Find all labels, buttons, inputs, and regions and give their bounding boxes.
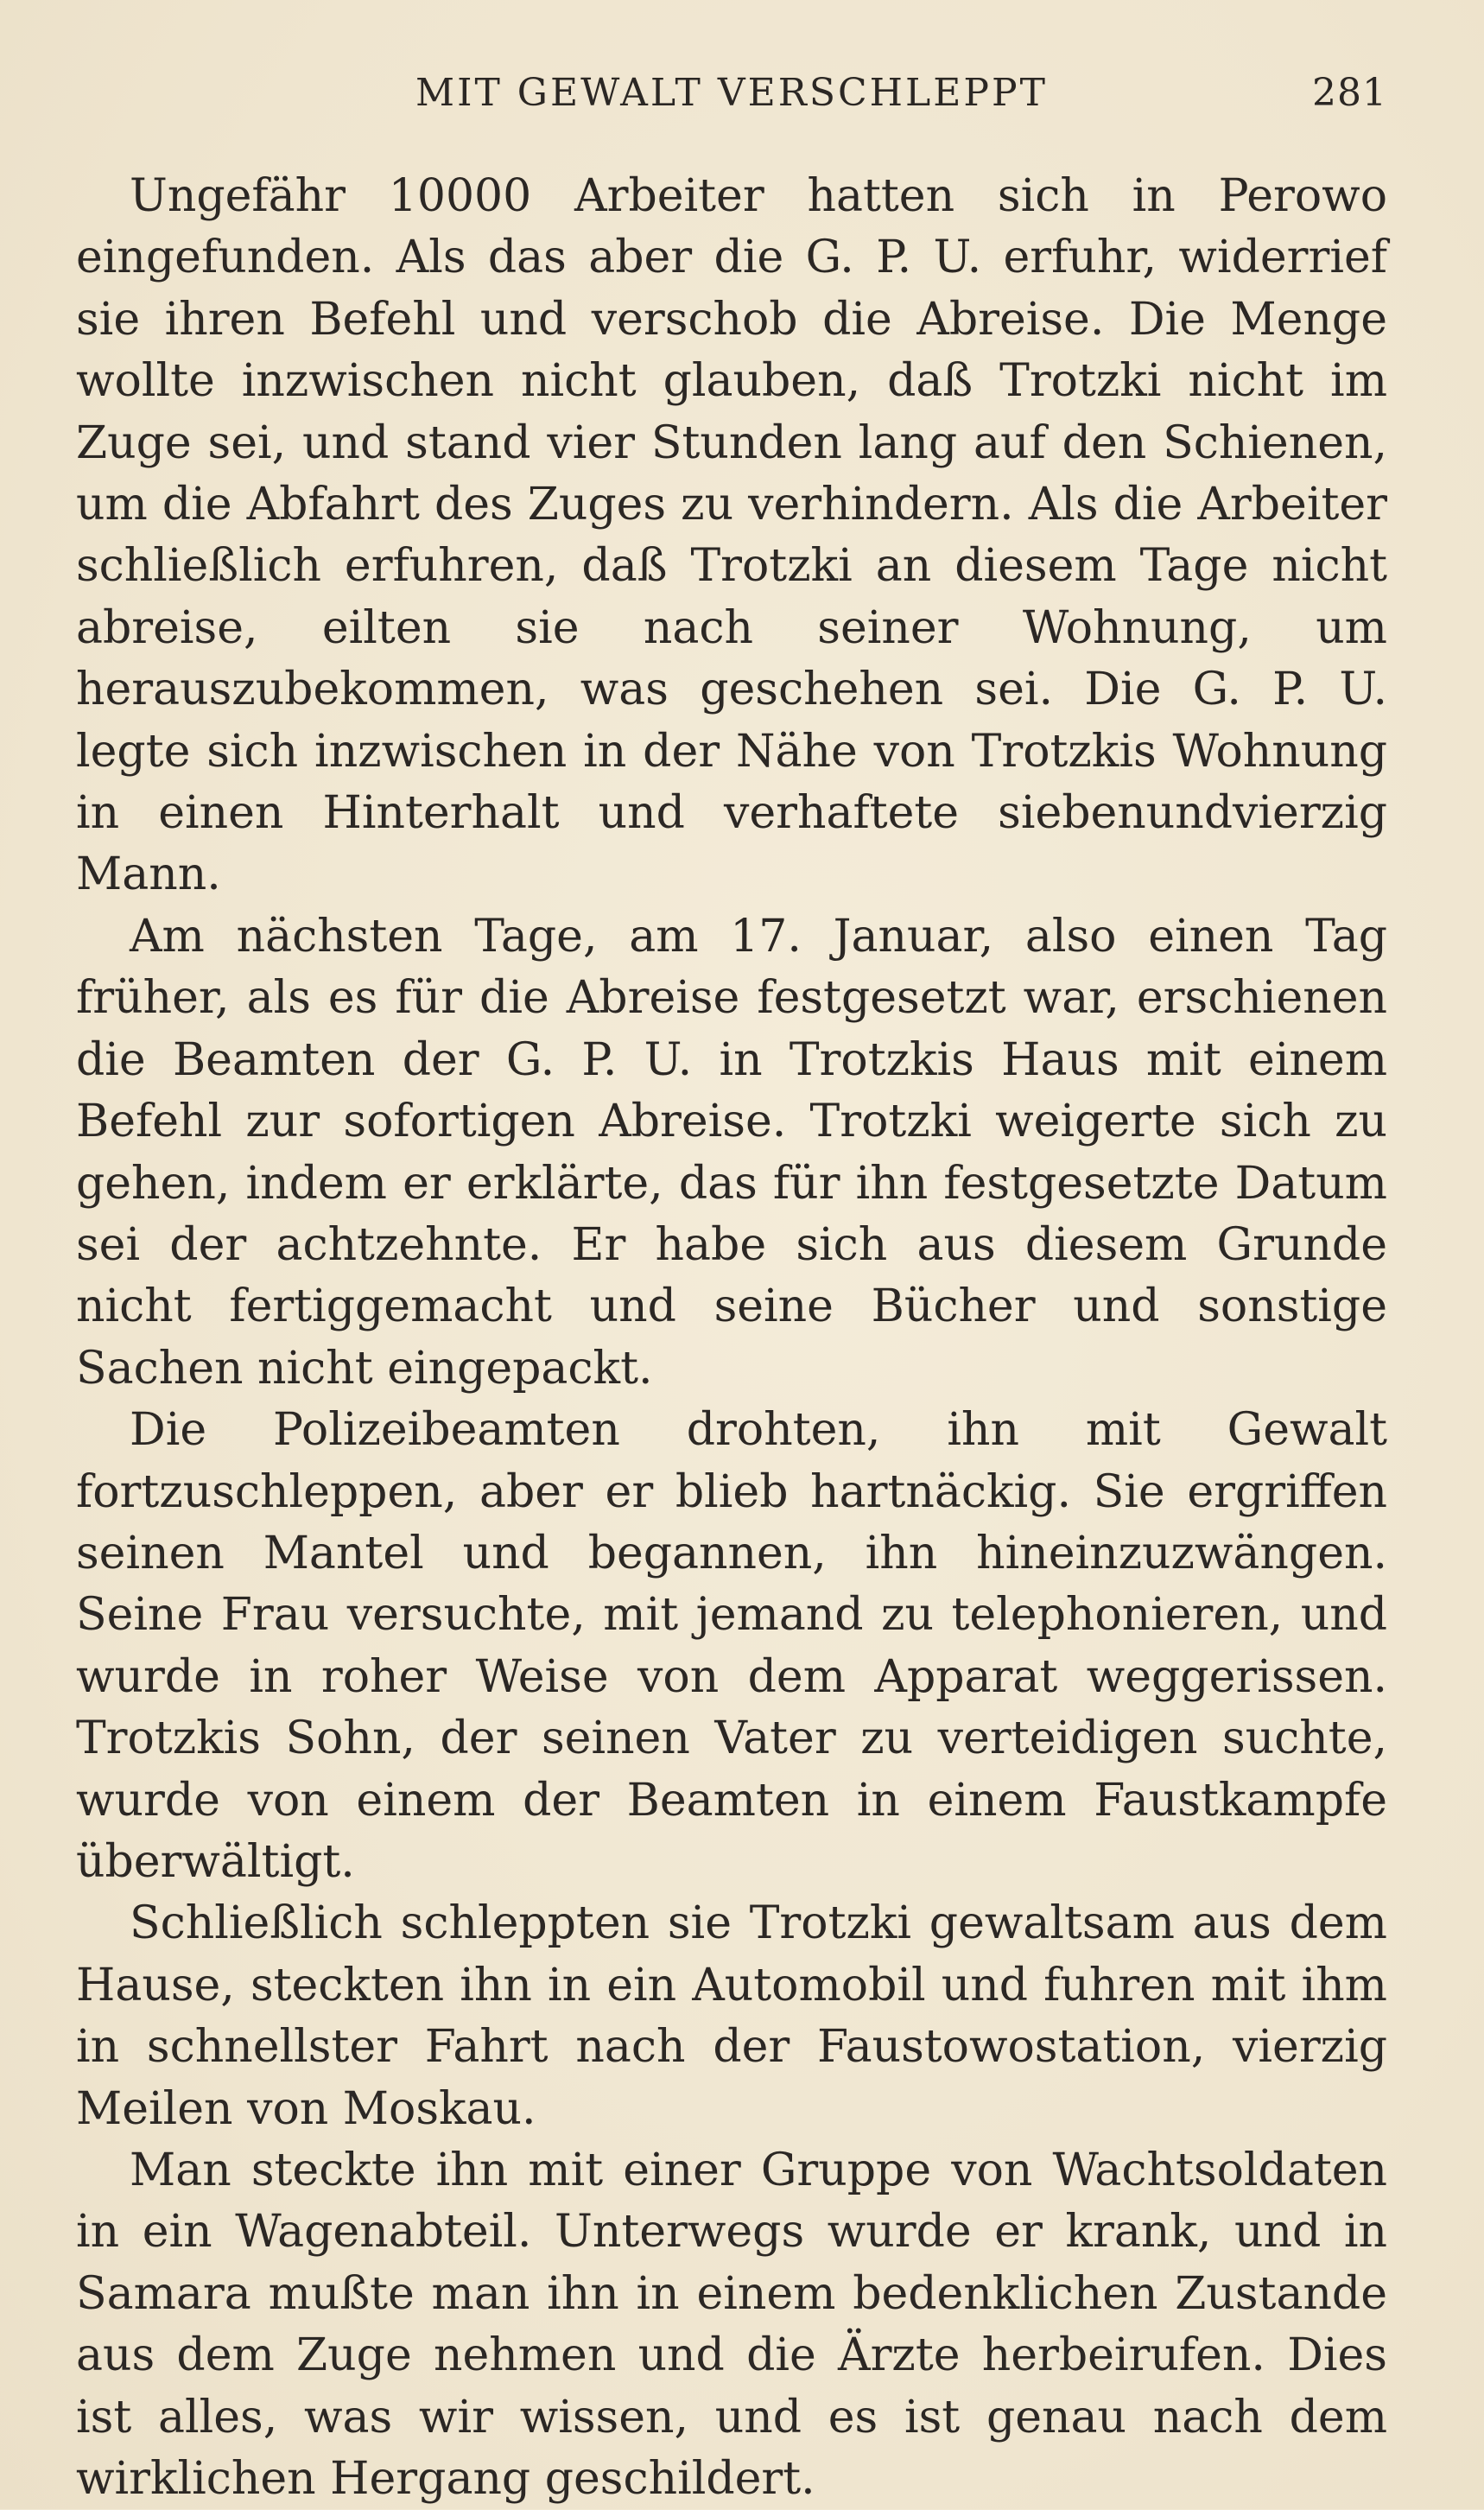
paragraph-1: Ungefähr 10000 Arbeiter hatten sich in Perowo eingefunden. Als das aber die G. P. U. erfuhr, widerrief sie ihren Befehl und verschob die Abreise. Die Menge wollte inzwischen nicht glauben, daß Trotzki nicht im Zuge sei, und stand vier Stunden lang auf den Schienen, um die Abfahrt des Zuges zu verhindern. Als die Arbeiter schließlich erfuhren, daß Trotzki an diesem Tage nicht abreise, eilten sie nach seiner Wohnung, um herauszubekommen, was geschehen sei. Die G. P. U. legte sich inzwischen in der Nähe von Trotzkis Wohnung in einen Hinterhalt und verhaftete siebenundvierzig Mann.	[76, 170, 1387, 901]
running-head: MIT GEWALT VERSCHLEPPT	[415, 71, 1048, 115]
page-header	[76, 67, 1387, 119]
body-text	[76, 166, 1387, 2510]
page-number: 281	[1312, 71, 1387, 115]
paragraph-4: Schließlich schleppten sie Trotzki gewaltsam aus dem Hause, steckten ihn in ein Automobil und fuhren mit ihm in schnellster Fahrt nach der Faustowostation, vierzig Meilen von Moskau.	[76, 1897, 1387, 2135]
paragraph-5: Man steckte ihn mit einer Gruppe von Wachtsoldaten in ein Wagenabteil. Unterwegs wurde er krank, und in Samara mußte man ihn in einem bedenklichen Zustande aus dem Zuge nehmen und die Ärzte herbeirufen. Dies ist alles, was wir wissen, und es ist genau nach dem wirklichen Hergang geschildert.	[76, 2145, 1387, 2506]
paragraph-2: Am nächsten Tage, am 17. Januar, also einen Tag früher, als es für die Abreise festgesetzt war, erschienen die Beamten der G. P. U. in Trotzkis Haus mit einem Befehl zur sofortigen Abreise. Trotzki weigerte sich zu gehen, indem er erklärte, das für ihn festgesetzte Datum sei der achtzehnte. Er habe sich aus diesem Grunde nicht fertiggemacht und seine Bücher und sonstige Sachen nicht eingepackt.	[76, 910, 1387, 1395]
paragraph-3: Die Polizeibeamten drohten, ihn mit Gewalt fortzuschleppen, aber er blieb hartnäckig. Sie ergriffen seinen Mantel und begannen, ihn hineinzuzwängen. Seine Frau versuchte, mit jemand zu telephonieren, und wurde in roher Weise von dem Apparat weggerissen. Trotzkis Sohn, der seinen Vater zu verteidigen suchte, wurde von einem der Beamten in einem Faustkampfe überwältigt.	[76, 1404, 1387, 1888]
